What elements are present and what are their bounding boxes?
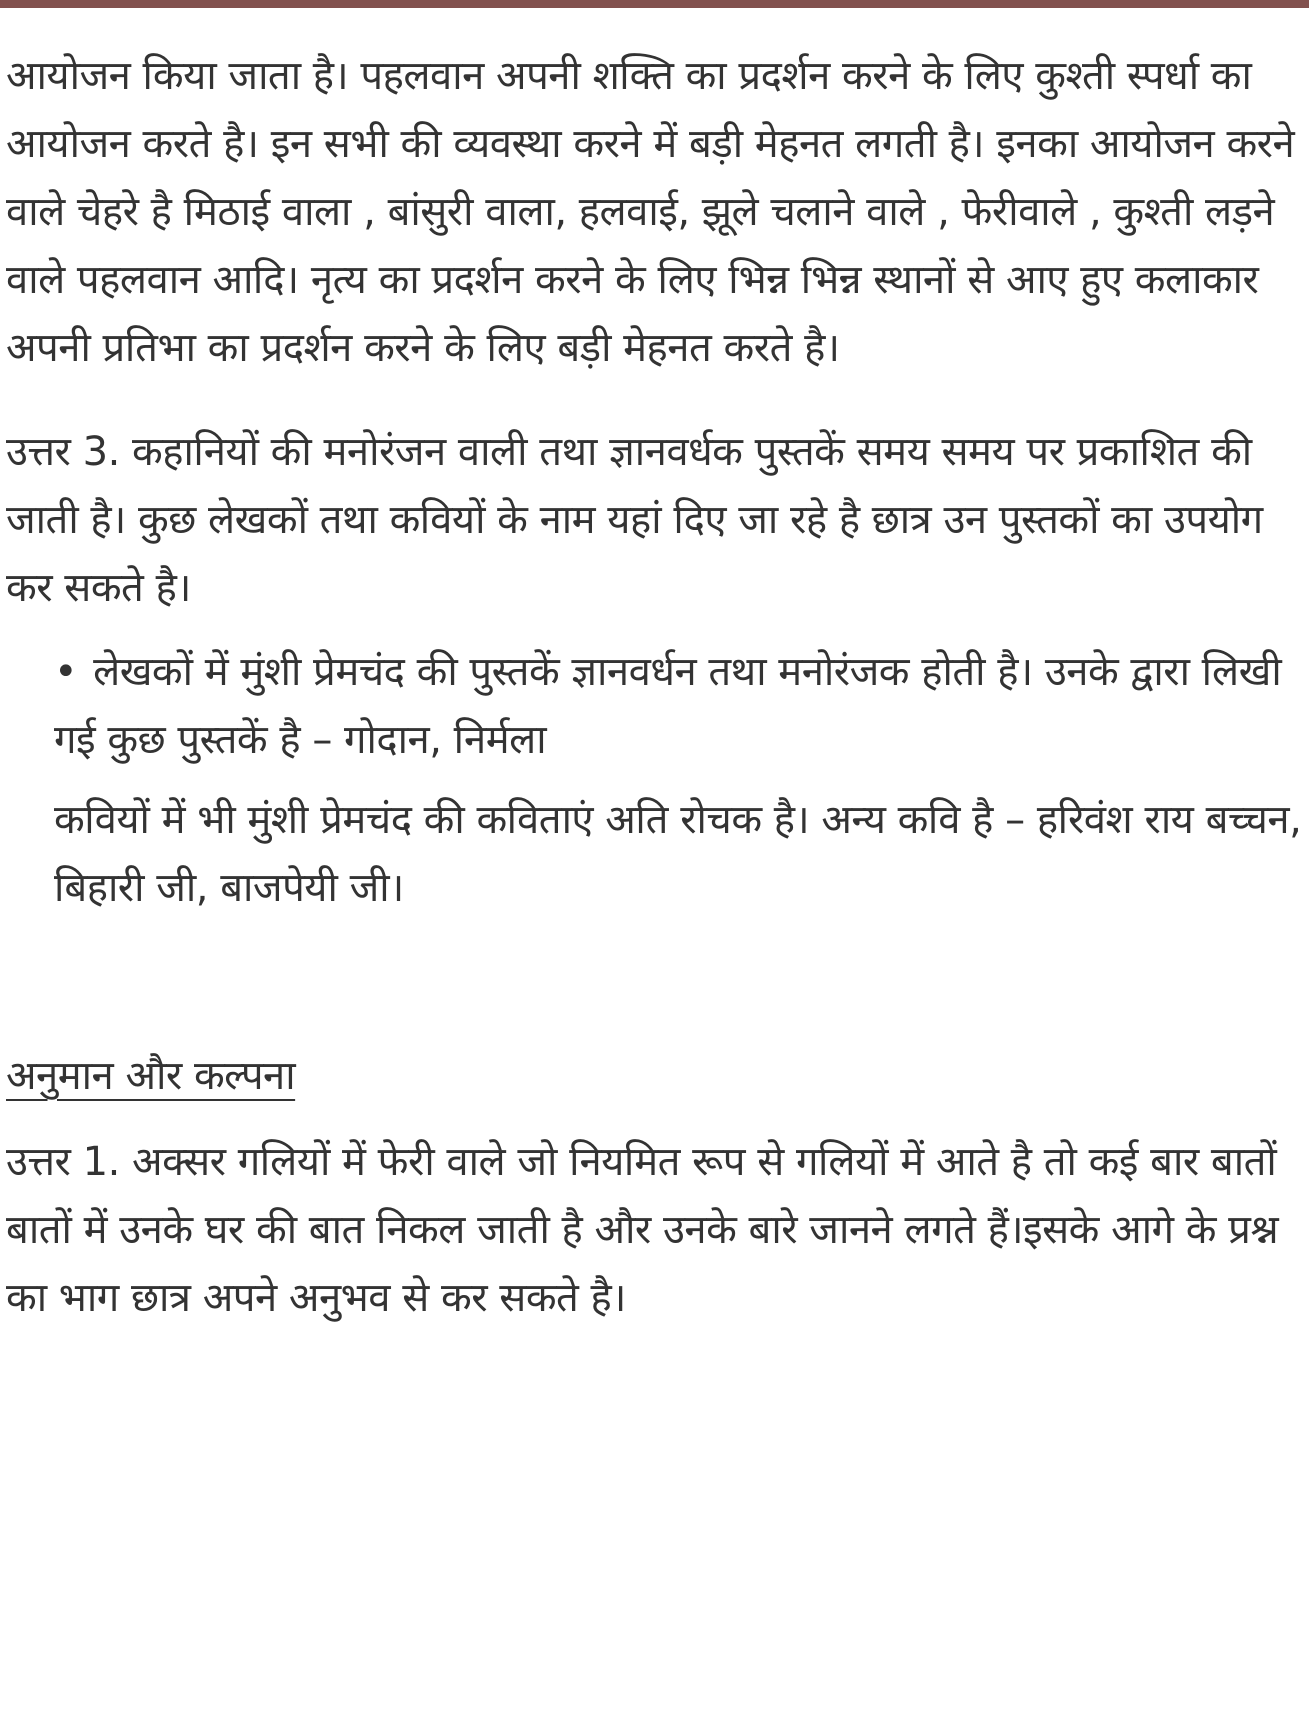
paragraph-answer-1: उत्तर 1. अक्सर गलियों में फेरी वाले जो नियमित रूप से गलियों में आते है तो कई बार बातों बातों में उनके घर की बात निकल जाती है और उनके बारे जानने लगते हैं।इसके आगे के प्रश्न का भाग छात्र अपने अनुभव से कर सकते है।	[6, 1139, 1279, 1321]
paragraph-poets: कवियों में भी मुंशी प्रेमचंद की कविताएं अति रोचक है। अन्य कवि है – हरिवंश राय बच्चन, बिहारी जी, बाजपेयी जी।	[54, 797, 1302, 911]
bullet-text: लेखकों में मुंशी प्रेमचंद की पुस्तकें ज्ञानवर्धन तथा मनोरंजक होती है। उनके द्वारा लिखी गई कुछ पुस्तकें है – गोदान, निर्मला	[54, 649, 1282, 763]
top-bar	[0, 0, 1309, 8]
paragraph-festival-organizers: आयोजन किया जाता है। पहलवान अपनी शक्ति का प्रदर्शन करने के लिए कुश्ती स्पर्धा का आयोजन करते है। इन सभी की व्यवस्था करने में बड़ी मेहनत लगती है। इनका आयोजन करने वाले चेहरे है मिठाई वाला , बांसुरी वाला, हलवाई, झूले चलाने वाले , फेरीवाले , कुश्ती लड़ने वाले पहलवान आदि। नृत्य का प्रदर्शन करने के लिए भिन्न भिन्न स्थानों से आए हुए कलाकार अपनी प्रतिभा का प्रदर्शन करने के लिए बड़ी मेहनत करते है।	[6, 53, 1295, 371]
bullet-item-writers	[6, 638, 1306, 774]
bullet-icon: •	[54, 649, 78, 695]
document-content	[6, 42, 1306, 1332]
paragraph-answer-3: उत्तर 3. कहानियों की मनोरंजन वाली तथा ज्ञानवर्धक पुस्तकें समय समय पर प्रकाशित की जाती है। कुछ लेखकों तथा कवियों के नाम यहां दिए जा रहे है छात्र उन पुस्तकों का उपयोग कर सकते है।	[6, 429, 1263, 611]
section-heading: अनुमान और कल्पना	[6, 1053, 296, 1099]
